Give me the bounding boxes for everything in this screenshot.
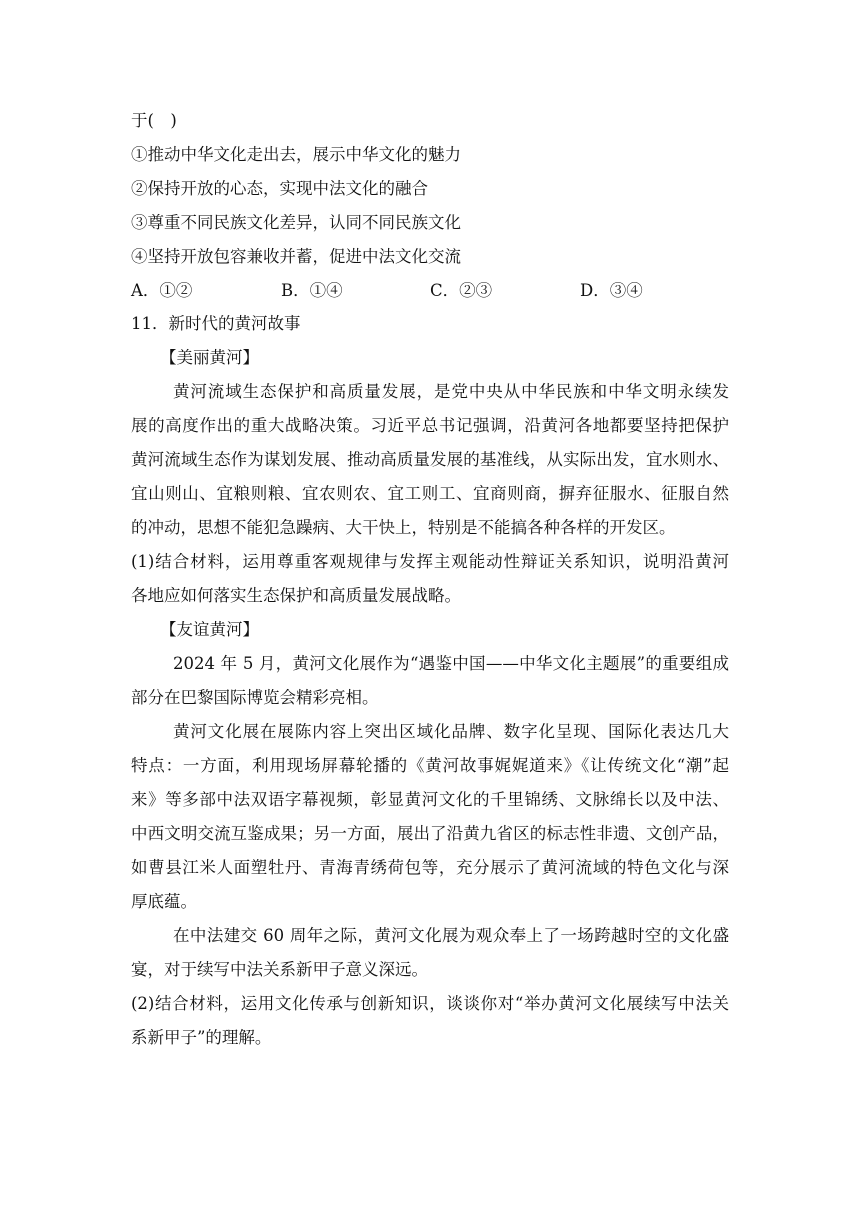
section1-line-4: 宜山则山、宜粮则粮、宜农则农、宜工则工、宜商则商，摒弃征服水、征服自然 (131, 484, 729, 503)
q10-statement-1: ①推动中华文化走出去，展示中华文化的魅力 (131, 145, 461, 164)
section2-para3-line-1: 在中法建交 60 周年之际，黄河文化展为观众奉上了一场跨越时空的文化盛 (173, 926, 729, 945)
section2-para1-line-1: 2024 年 5 月，黄河文化展作为“遇鉴中国——中华文化主题展”的重要组成 (173, 654, 729, 673)
section-heading-friendship-yellow-river: 【友谊黄河】 (160, 620, 259, 639)
q10-option-a: A．①② (131, 281, 193, 300)
question2-line-1: (2)结合材料，运用文化传承与创新知识，谈谈你对“举办黄河文化展续写中法关 (131, 994, 729, 1013)
q10-option-b: B．①④ (281, 281, 343, 300)
question1-line-1: (1)结合材料，运用尊重客观规律与发挥主观能动性辩证关系知识，说明沿黄河 (131, 552, 729, 571)
section1-line-2: 展的高度作出的重大战略决策。习近平总书记强调，沿黄河各地都要坚持把保护 (131, 416, 729, 435)
section2-para2-line-3: 来》等多部中法双语字幕视频，彰显黄河文化的千里锦绣、文脉绵长以及中法、 (131, 790, 729, 809)
section2-para2-line-5: 如曹县江米人面塑牡丹、青海青绣荷包等，充分展示了黄河流域的特色文化与深 (131, 858, 729, 877)
question2-line-2: 系新甲子”的理解。 (131, 1028, 272, 1047)
section1-line-1: 黄河流域生态保护和高质量发展，是党中央从中华民族和中华文明永续发 (173, 382, 729, 401)
section2-para2-line-1: 黄河文化展在展陈内容上突出区域化品牌、数字化呈现、国际化表达几大 (173, 722, 729, 741)
q10-stem-tail: 于( ) (131, 111, 177, 130)
section1-line-3: 黄河流域生态作为谋划发展、推动高质量发展的基准线，从实际出发，宜水则水、 (131, 450, 729, 469)
q10-option-d: D．③④ (580, 281, 643, 300)
section-heading-beautiful-yellow-river: 【美丽黄河】 (160, 348, 259, 367)
section2-para2-line-6: 厚底蕴。 (131, 892, 197, 911)
q11-title: 11．新时代的黄河故事 (131, 314, 301, 333)
q10-statement-2: ②保持开放的心态，实现中法文化的融合 (131, 179, 428, 198)
section2-para1-line-2: 部分在巴黎国际博览会精彩亮相。 (131, 688, 379, 707)
q10-statement-3: ③尊重不同民族文化差异，认同不同民族文化 (131, 213, 461, 232)
section2-para2-line-2: 特点：一方面，利用现场屏幕轮播的《黄河故事娓娓道来》《让传统文化“潮”起 (131, 756, 729, 775)
section1-line-5: 的冲动，思想不能犯急躁病、大干快上，特别是不能搞各种各样的开发区。 (131, 518, 676, 537)
question1-line-2: 各地应如何落实生态保护和高质量发展战略。 (131, 586, 461, 605)
section2-para2-line-4: 中西文明交流互鉴成果；另一方面，展出了沿黄九省区的标志性非遗、文创产品， (131, 824, 729, 843)
section2-para3-line-2: 宴，对于续写中法关系新甲子意义深远。 (131, 960, 428, 979)
q10-statement-4: ④坚持开放包容兼收并蓄，促进中法文化交流 (131, 247, 461, 266)
q10-option-c: C．②③ (430, 281, 493, 300)
